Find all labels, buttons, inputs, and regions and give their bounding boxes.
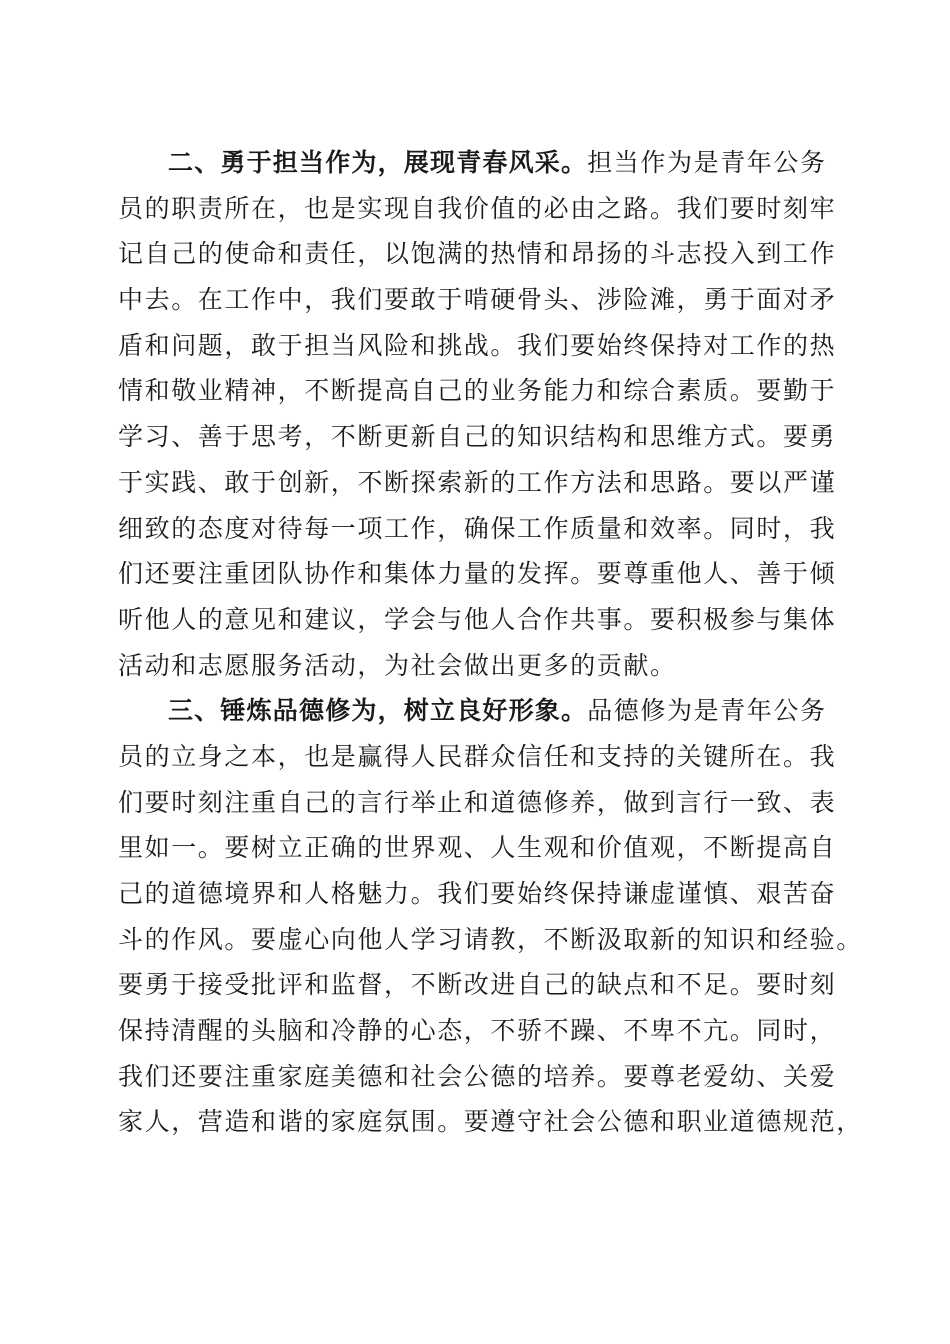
section-heading: 三、锤炼品德修为，树立良好形象。: [168, 696, 588, 726]
text-line: 斗的作风。要虚心向他人学习请教，不断汲取新的知识和经验。: [118, 924, 863, 954]
text-line: 于实践、敢于创新，不断探索新的工作方法和思路。要以严谨: [118, 467, 837, 497]
text-line: 员的职责所在，也是实现自我价值的必由之路。我们要时刻牢: [118, 193, 837, 223]
paragraph-first-line: [118, 140, 838, 186]
paragraph-first-line: [118, 688, 838, 734]
text-line: 员的立身之本，也是赢得人民群众信任和支持的关键所在。我: [118, 741, 837, 771]
text-line: 们还要注重团队协作和集体力量的发挥。要尊重他人、善于倾: [118, 559, 837, 589]
body-text: [118, 140, 863, 1145]
text-line: 己的道德境界和人格魅力。我们要始终保持谦虚谨慎、艰苦奋: [118, 879, 837, 908]
paragraph-section-2: [118, 140, 838, 688]
text-line: 听他人的意见和建议，学会与他人合作共事。要积极参与集体: [118, 604, 837, 634]
section-heading: 二、勇于担当作为，展现青春风采。: [168, 148, 588, 177]
paragraph-section-3: [118, 688, 863, 1145]
text-line: 我们还要注重家庭美德和社会公德的培养。要尊老爱幼、关爱: [118, 1061, 837, 1091]
text-line: 保持清醒的头脑和冷静的心态，不骄不躁、不卑不亢。同时，: [118, 1016, 837, 1046]
text-line: 要勇于接受批评和监督，不断改进自己的缺点和不足。要时刻: [118, 970, 837, 1000]
text-line: 盾和问题，敢于担当风险和挑战。我们要始终保持对工作的热: [118, 330, 837, 360]
text-line: 细致的态度对待每一项工作，确保工作质量和效率。同时，我: [118, 513, 837, 543]
text-line: 们要时刻注重自己的言行举止和道德修养，做到言行一致、表: [118, 787, 837, 817]
text-line: 中去。在工作中，我们要敢于啃硬骨头、涉险滩，勇于面对矛: [118, 285, 837, 315]
text-line: 学习、善于思考，不断更新自己的知识结构和思维方式。要勇: [118, 422, 837, 452]
text-line: 家人，营造和谐的家庭氛围。要遵守社会公德和职业道德规范，: [118, 1107, 863, 1137]
text-line: 担当作为是青年公务: [587, 148, 827, 177]
text-line: 品德修为是青年公务: [587, 696, 827, 726]
text-line: 里如一。要树立正确的世界观、人生观和价值观，不断提高自: [118, 833, 837, 863]
text-line: 情和敬业精神，不断提高自己的业务能力和综合素质。要勤于: [118, 376, 837, 406]
text-line: 记自己的使命和责任，以饱满的热情和昂扬的斗志投入到工作: [118, 239, 837, 269]
text-line: 活动和志愿服务活动，为社会做出更多的贡献。: [118, 650, 677, 680]
